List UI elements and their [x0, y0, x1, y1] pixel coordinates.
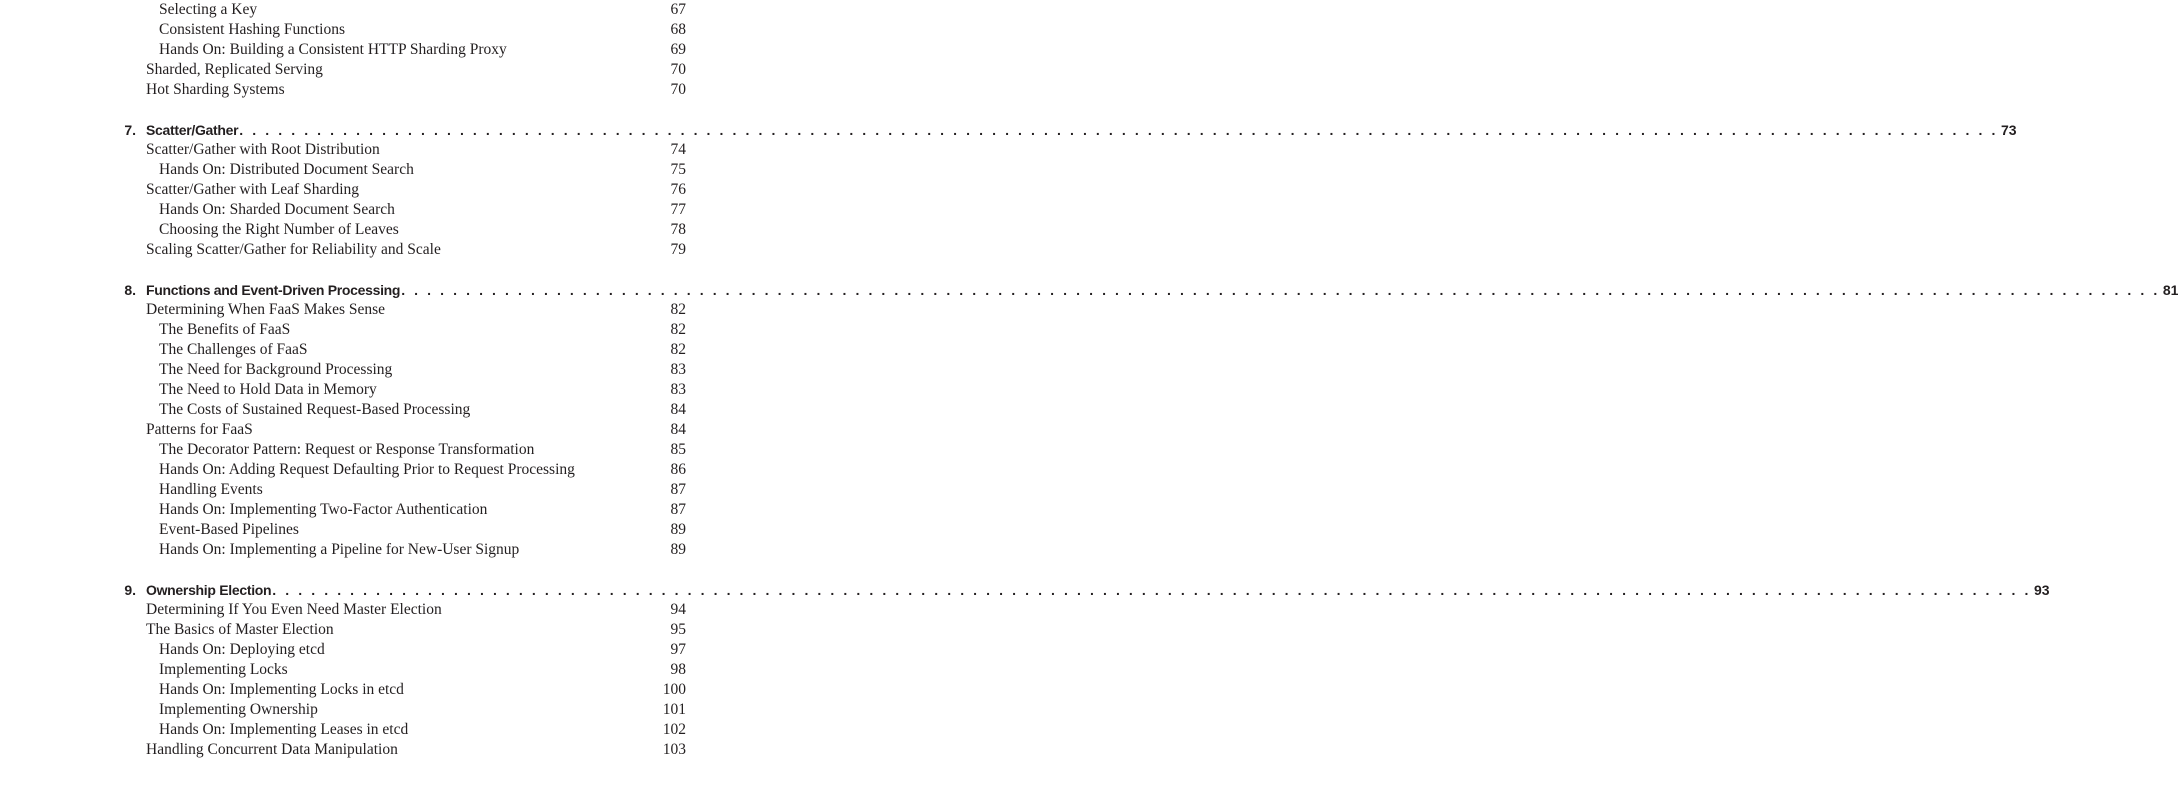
toc-entry-page: 68 — [670, 21, 686, 38]
toc-entry-page: 69 — [670, 41, 686, 58]
toc-entry-page: 67 — [670, 1, 686, 18]
toc-entry-page: 97 — [670, 641, 686, 658]
toc-entry-title: Handling Concurrent Data Manipulation — [146, 741, 398, 758]
toc-entry-title: Hands On: Implementing a Pipeline for New-User Signup — [159, 541, 520, 558]
toc-entry[interactable] — [0, 500, 800, 520]
dot-leader: . . . . . . . . . . . . . . . . . . . . . . . . . . . . . . . . . . . . . . . . . . . . . . . . . . . . . . . . . . . . . . . . . . . . . . . . . . . . . . . . . . . . . . . . . . . . . . . . . . . . . . . . . . . . . . . . . . . . . . . . . . . . . . . . . . . . . . . . — [272, 582, 2031, 598]
chapter-page: 73 — [2001, 122, 2017, 138]
toc-entry[interactable] — [0, 740, 800, 760]
toc-entry-title: Event-Based Pipelines — [159, 521, 299, 538]
toc-entry[interactable] — [0, 180, 800, 200]
toc-entry-page: 102 — [662, 721, 686, 738]
toc-entry-page: 76 — [670, 181, 686, 198]
toc-entry-title: The Need to Hold Data in Memory — [159, 381, 377, 398]
toc-entry-title: Determining If You Even Need Master Election — [146, 601, 442, 618]
toc-entry-title: Hands On: Distributed Document Search — [159, 161, 414, 178]
toc-entry[interactable] — [0, 420, 800, 440]
toc-entry-page: 82 — [670, 341, 686, 358]
chapter-heading-7[interactable] — [0, 120, 2017, 140]
toc-entry-page: 78 — [670, 221, 686, 238]
toc-entry[interactable] — [0, 140, 800, 160]
toc-entry[interactable] — [0, 400, 800, 420]
toc-entry-page: 82 — [670, 301, 686, 318]
toc-entry[interactable] — [0, 200, 800, 220]
toc-entry-page: 75 — [670, 161, 686, 178]
toc-entry-page: 84 — [670, 421, 686, 438]
chapter-number: 9. — [124, 582, 136, 598]
toc-entry[interactable] — [0, 660, 800, 680]
toc-entry[interactable] — [0, 680, 800, 700]
toc-entry-title: Hands On: Implementing Locks in etcd — [159, 681, 404, 698]
toc-entry-title: Determining When FaaS Makes Sense — [146, 301, 386, 318]
toc-entry-page: 95 — [670, 621, 686, 638]
toc-entry-page: 100 — [662, 681, 686, 698]
toc-entry-title: The Decorator Pattern: Request or Response Transformation — [159, 441, 535, 458]
toc-entry-page: 74 — [670, 141, 686, 158]
toc-entry-page: 98 — [670, 661, 686, 678]
toc-entry-page: 77 — [670, 201, 686, 218]
toc-entry-title: The Challenges of FaaS — [159, 341, 308, 358]
toc-entry-page: 94 — [670, 601, 686, 618]
toc-entry-title: The Basics of Master Election — [146, 621, 334, 638]
toc-entry[interactable] — [0, 40, 800, 60]
toc-entry[interactable] — [0, 700, 800, 720]
toc-entry[interactable] — [0, 360, 800, 380]
chapter-title: Ownership Election — [146, 582, 272, 598]
toc-entry[interactable] — [0, 60, 800, 80]
toc-entry-title: The Need for Background Processing — [159, 361, 393, 378]
toc-entry[interactable] — [0, 640, 800, 660]
chapter-page: 93 — [2034, 582, 2050, 598]
toc-entry-page: 83 — [670, 381, 686, 398]
toc-entry-page: 87 — [670, 501, 686, 518]
toc-entry-title: Implementing Locks — [159, 661, 288, 678]
toc-entry-title: Hands On: Building a Consistent HTTP Sharding Proxy — [159, 41, 507, 58]
toc-entry-page: 85 — [670, 441, 686, 458]
toc-entry[interactable] — [0, 300, 800, 320]
toc-entry[interactable] — [0, 340, 800, 360]
toc-entry-page: 84 — [670, 401, 686, 418]
toc-entry[interactable] — [0, 440, 800, 460]
chapter-page: 81 — [2162, 282, 2178, 298]
chapter-heading-9[interactable] — [0, 580, 2050, 600]
toc-entry-page: 83 — [670, 361, 686, 378]
dot-leader: . . . . . . . . . . . . . . . . . . . . . . . . . . . . . . . . . . . . . . . . . . . . . . . . . . . . . . . . . . . . . . . . . . . . . . . . . . . . . . . . . . . . . . . . . . . . . . . . . . . . . . . . . . . . . . . . . . . . . . . . . . . . . . . . . . . . . . . . — [401, 282, 2160, 298]
toc-entry[interactable] — [0, 0, 800, 20]
toc-entry-title: Handling Events — [159, 481, 263, 498]
toc-entry[interactable] — [0, 20, 800, 40]
toc-entry-page: 82 — [670, 321, 686, 338]
toc-entry[interactable] — [0, 380, 800, 400]
toc-entry-title: Scatter/Gather with Leaf Sharding — [146, 181, 360, 198]
toc-entry[interactable] — [0, 720, 800, 740]
toc-entry-page: 79 — [670, 241, 686, 258]
toc-entry-title: Scaling Scatter/Gather for Reliability and Scale — [146, 241, 441, 258]
toc-entry-page: 70 — [670, 81, 686, 98]
toc-entry[interactable] — [0, 480, 800, 500]
toc-entry-page: 101 — [662, 701, 686, 718]
chapter-title: Functions and Event-Driven Processing — [146, 282, 401, 298]
toc-entry[interactable] — [0, 540, 800, 560]
toc-entry-title: The Benefits of FaaS — [159, 321, 291, 338]
toc-entry[interactable] — [0, 80, 800, 100]
chapter-title: Scatter/Gather — [146, 122, 239, 138]
toc-entry[interactable] — [0, 520, 800, 540]
toc-entry-page: 89 — [670, 541, 686, 558]
chapter-number: 7. — [124, 122, 136, 138]
toc-entry-page: 89 — [670, 521, 686, 538]
toc-entry-page: 70 — [670, 61, 686, 78]
toc-entry[interactable] — [0, 240, 800, 260]
dot-leader: . . . . . . . . . . . . . . . . . . . . . . . . . . . . . . . . . . . . . . . . . . . . . . . . . . . . . . . . . . . . . . . . . . . . . . . . . . . . . . . . . . . . . . . . . . . . . . . . . . . . . . . . . . . . . . . . . . . . . . . . . . . . . . . . . . . . . . . . — [239, 122, 1998, 138]
toc-entry[interactable] — [0, 160, 800, 180]
toc-entry-title: Hands On: Deploying etcd — [159, 641, 325, 658]
toc-entry-title: Hot Sharding Systems — [146, 81, 285, 98]
toc-entry-title: The Costs of Sustained Request-Based Processing — [159, 401, 471, 418]
toc-entry-title: Sharded, Replicated Serving — [146, 61, 323, 78]
toc-entry-title: Choosing the Right Number of Leaves — [159, 221, 399, 238]
chapter-6-tail — [0, 0, 800, 100]
toc-entry-title: Scatter/Gather with Root Distribution — [146, 141, 380, 158]
toc-entry-title: Selecting a Key — [159, 1, 258, 18]
toc-entry[interactable] — [0, 320, 800, 340]
toc-entry-page: 87 — [670, 481, 686, 498]
toc-entry-title: Consistent Hashing Functions — [159, 21, 346, 38]
chapter-number: 8. — [124, 282, 136, 298]
toc-entry-page: 86 — [670, 461, 686, 478]
toc-entry[interactable] — [0, 220, 800, 240]
toc-entry-page: 103 — [662, 741, 686, 758]
toc-entry-title: Hands On: Implementing Leases in etcd — [159, 721, 409, 738]
toc-entry-title: Patterns for FaaS — [146, 421, 253, 438]
chapter-heading-8[interactable] — [0, 280, 2178, 300]
toc-entry-title: Hands On: Sharded Document Search — [159, 201, 395, 218]
toc-entry-title: Hands On: Adding Request Defaulting Prior to Request Processing — [159, 461, 575, 478]
toc-entry[interactable] — [0, 620, 800, 640]
toc-entry-title: Hands On: Implementing Two-Factor Authentication — [159, 501, 488, 518]
toc-entry-title: Implementing Ownership — [159, 701, 318, 718]
toc-entry[interactable] — [0, 600, 800, 620]
toc-entry[interactable] — [0, 460, 800, 480]
